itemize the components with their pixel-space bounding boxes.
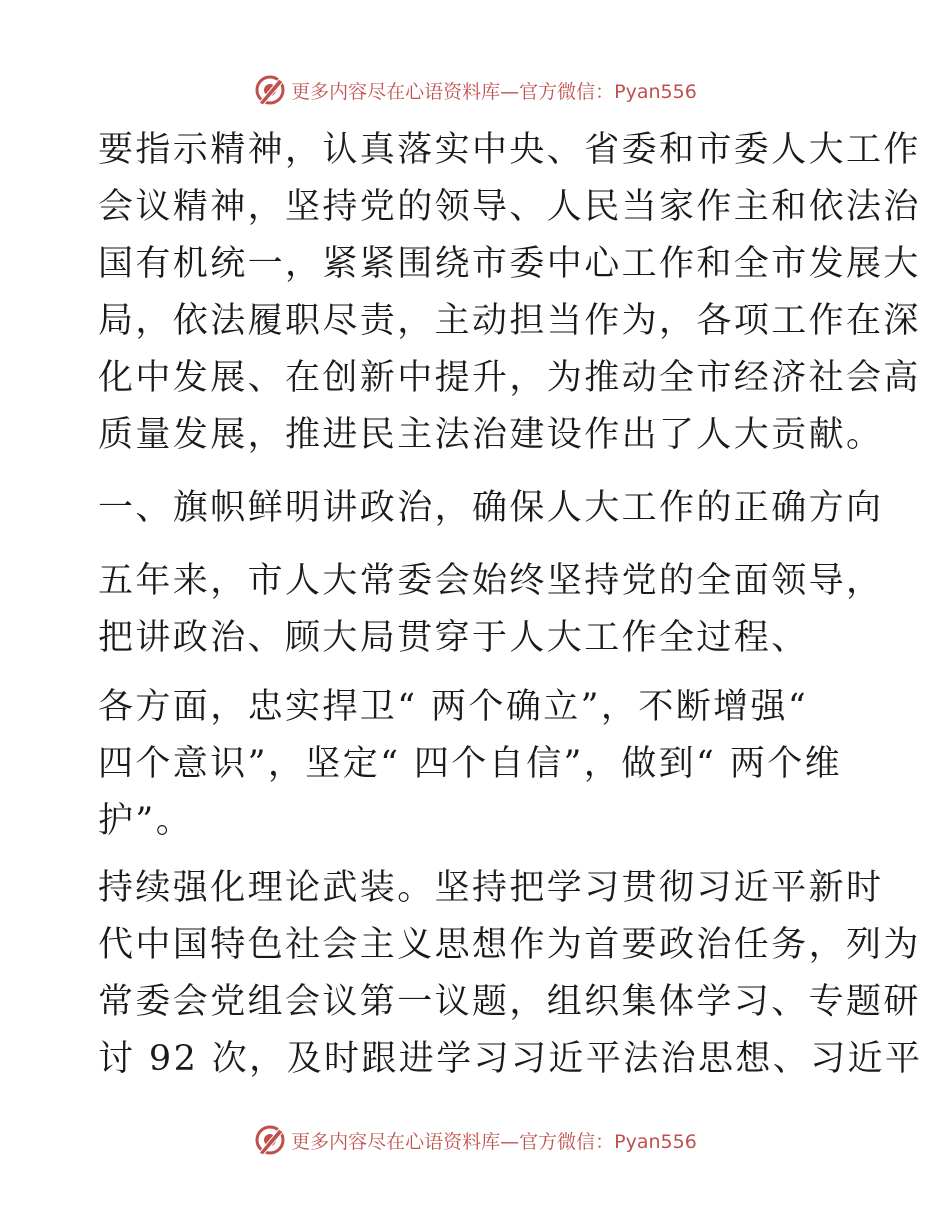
document-body (98, 122, 923, 1088)
text-line: 国有机统一，紧紧围绕市委中心工作和全市发展大 (98, 244, 921, 284)
footer-banner-text: 更多内容尽在心语资料库—官方微信：Pyan556 (291, 1130, 697, 1153)
footer-banner (0, 1120, 950, 1160)
text-line: 讨 92 次，及时跟进学习习近平法治思想、习近平 (98, 1039, 923, 1079)
text-line: 局，依法履职尽责，主动担当作为，各项工作在深 (98, 301, 921, 341)
text-line: 把讲政治、顾大局贯穿于人大工作全过程、 (98, 618, 809, 658)
text-line: 持续强化理论武装。坚持把学习贯彻习近平新时 (98, 868, 884, 908)
header-banner (0, 70, 950, 110)
text-line: 常委会党组会议第一议题，组织集体学习、专题研 (98, 982, 921, 1022)
paragraph-4 (98, 860, 923, 1088)
text-line: 化中发展、在创新中提升，为推动全市经济社会高 (98, 358, 921, 398)
text-line: 五年来，市人大常委会始终坚持党的全面领导， (98, 561, 884, 601)
pen-logo-icon (253, 73, 287, 107)
text-line: 各方面，忠实捍卫“ 两个确立”，不断增强“ (98, 687, 809, 727)
header-banner-text: 更多内容尽在心语资料库—官方微信：Pyan556 (291, 80, 697, 103)
text-line: 会议精神，坚持党的领导、人民当家作主和依法治 (98, 187, 921, 227)
paragraph-2 (98, 553, 884, 667)
section-heading: 一、旗帜鲜明讲政治，确保人大工作的正确方向 (98, 488, 884, 528)
paragraph-3 (98, 679, 858, 850)
text-line: 要指示精神，认真落实中央、省委和市委人大工作 (98, 130, 921, 170)
text-line: 质量发展，推进民主法治建设作出了人大贡献。 (98, 415, 884, 455)
pen-logo-icon (253, 1123, 287, 1157)
text-line: 代中国特色社会主义思想作为首要政治任务，列为 (98, 925, 921, 965)
text-line: 四个意识”，坚定“ 四个自信”，做到“ 两个维 (98, 744, 843, 784)
paragraph-1 (98, 122, 921, 464)
text-line: 护”。 (98, 801, 194, 841)
